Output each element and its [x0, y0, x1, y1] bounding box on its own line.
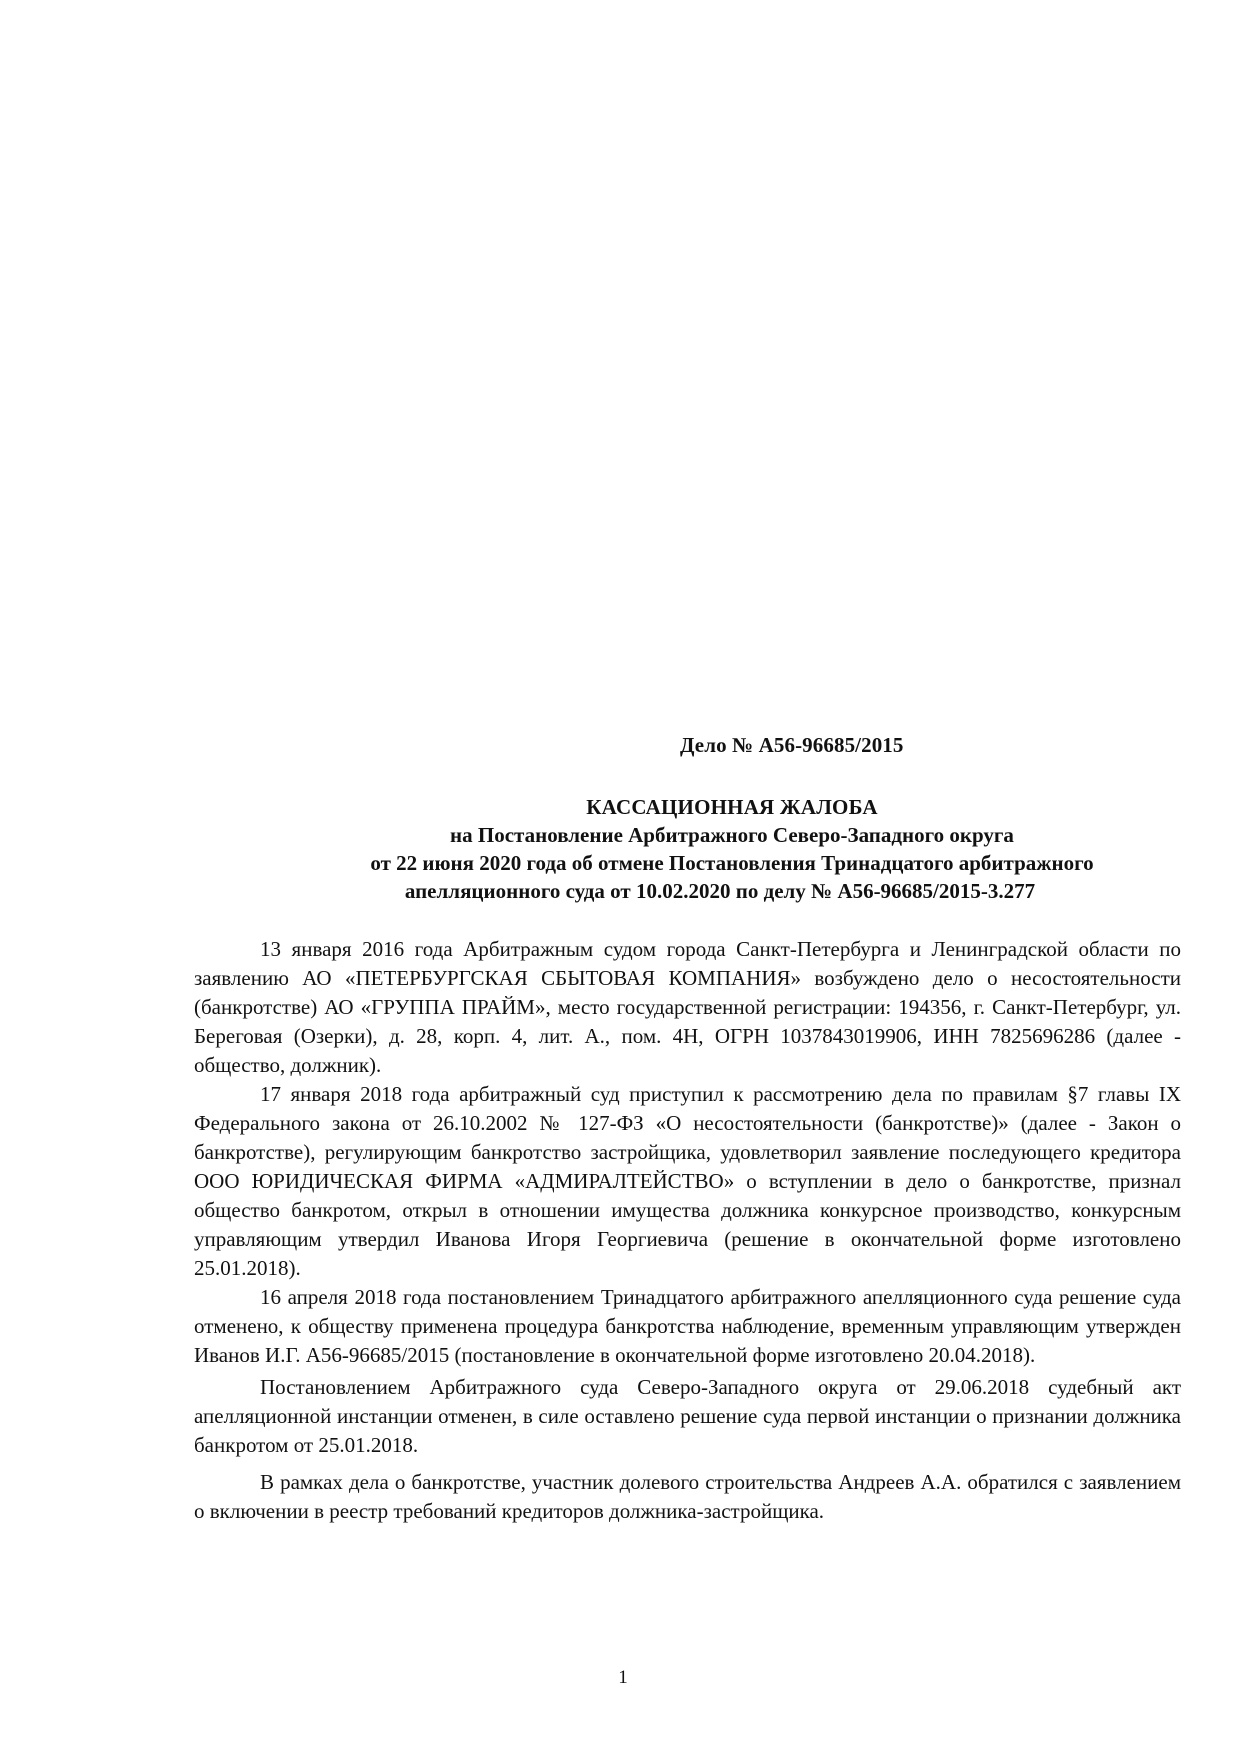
paragraph: 16 апреля 2018 года постановлением Тринадцатого арбитражного апелляционного суда решение суда отменено, к обществу применена процедура банкротства наблюдение, временным управляющим утвержден Иванов И.Г. А56-96685/2015 (постановление в окончательной форме изготовлено 20.04.2018).: [194, 1285, 1181, 1367]
paragraph: 13 января 2016 года Арбитражным судом города Санкт-Петербурга и Ленинградской области по заявлению АО «ПЕТЕРБУРГСКАЯ СБЫТОВАЯ КОМПАНИЯ» возбуждено дело о несостоятельности (банкротстве) АО «ГРУППА ПРАЙМ», место государственной регистрации: 194356, г. Санкт-Петербург, ул. Береговая (Озерки), д. 28, корп. 4, лит. А., пом. 4Н, ОГРН 1037843019906, ИНН 7825696286 (далее - общество, должник).: [194, 937, 1181, 1077]
heading-line-3: от 22 июня 2020 года об отмене Постановления Тринадцатого арбитражного: [370, 851, 1094, 875]
case-number: Дело № А56-96685/2015: [680, 733, 904, 757]
paragraph: 17 января 2018 года арбитражный суд приступил к рассмотрению дела по правилам §7 главы IX Федерального закона от 26.10.2002 № 127-ФЗ «О несостоятельности (банкротстве)» (далее - Закон о банкротстве), регулирующим банкротство застройщика, удовлетворил заявление последующего кредитора ООО ЮРИДИЧЕСКАЯ ФИРМА «АДМИРАЛТЕЙСТВО» о вступлении в дело о банкротстве, признал общество банкротом, открыл в отношении имущества должника конкурсное производство, конкурсным управляющим утвердил Иванова Игоря Георгиевича (решение в окончательной форме изготовлено 25.01.2018).: [194, 1082, 1181, 1280]
heading-line-4: апелляционного суда от 10.02.2020 по делу № А56-96685/2015-3.277: [404, 879, 1036, 903]
heading-line-2: на Постановление Арбитражного Северо-Западного округа: [450, 823, 1014, 847]
paragraph: В рамках дела о банкротстве, участник долевого строительства Андреев А.А. обратился с заявлением о включении в реестр требований кредиторов должника-застройщика.: [194, 1470, 1181, 1523]
document-heading: [262, 793, 1202, 905]
paragraph: Постановлением Арбитражного суда Северо-Западного округа от 29.06.2018 судебный акт апелляционной инстанции отменен, в силе оставлено решение суда первой инстанции о признании должника банкротом от 25.01.2018.: [194, 1375, 1181, 1457]
heading-title: КАССАЦИОННАЯ ЖАЛОБА: [586, 795, 878, 819]
document-body: [194, 935, 1181, 1526]
page-number: 1: [618, 1667, 628, 1688]
